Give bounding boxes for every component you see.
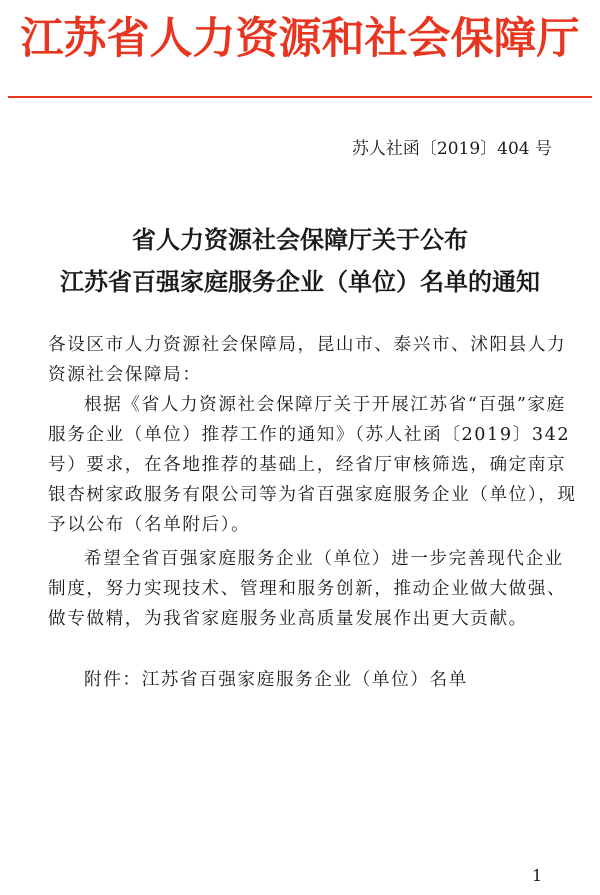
agency-masthead: 江苏省人力资源和社会保障厅 <box>20 14 580 64</box>
masthead-divider <box>8 96 592 98</box>
document-title-line-1: 省人力资源社会保障厅关于公布 <box>132 226 468 254</box>
document-body <box>48 330 580 634</box>
attachment-line: 附件：江苏省百强家庭服务企业（单位）名单 <box>84 670 468 690</box>
salutation: 各设区市人力资源社会保障局，昆山市、泰兴市、沭阳县人力资源社会保障局： <box>48 335 567 385</box>
document-number: 苏人社函〔2019〕404 号 <box>351 139 552 159</box>
body-paragraph-1: 根据《省人力资源社会保障厅关于开展江苏省“百强”家庭服务企业（单位）推荐工作的通知》（苏人社函〔2019〕342 号）要求，在各地推荐的基础上，经省厅审核筛选，确定南京银杏树家政服务有限公司等为省百强家庭服务企业（单位），现予以公布（名单附后）。 <box>48 395 577 535</box>
page-number: 1 <box>532 866 543 885</box>
document-title-line-2: 江苏省百强家庭服务企业（单位）名单的通知 <box>60 268 540 296</box>
body-paragraph-2: 希望全省百强家庭服务企业（单位）进一步完善现代企业制度，努力实现技术、管理和服务创新，推动企业做大做强、做专做精，为我省家庭服务业高质量发展作出更大贡献。 <box>48 549 567 629</box>
